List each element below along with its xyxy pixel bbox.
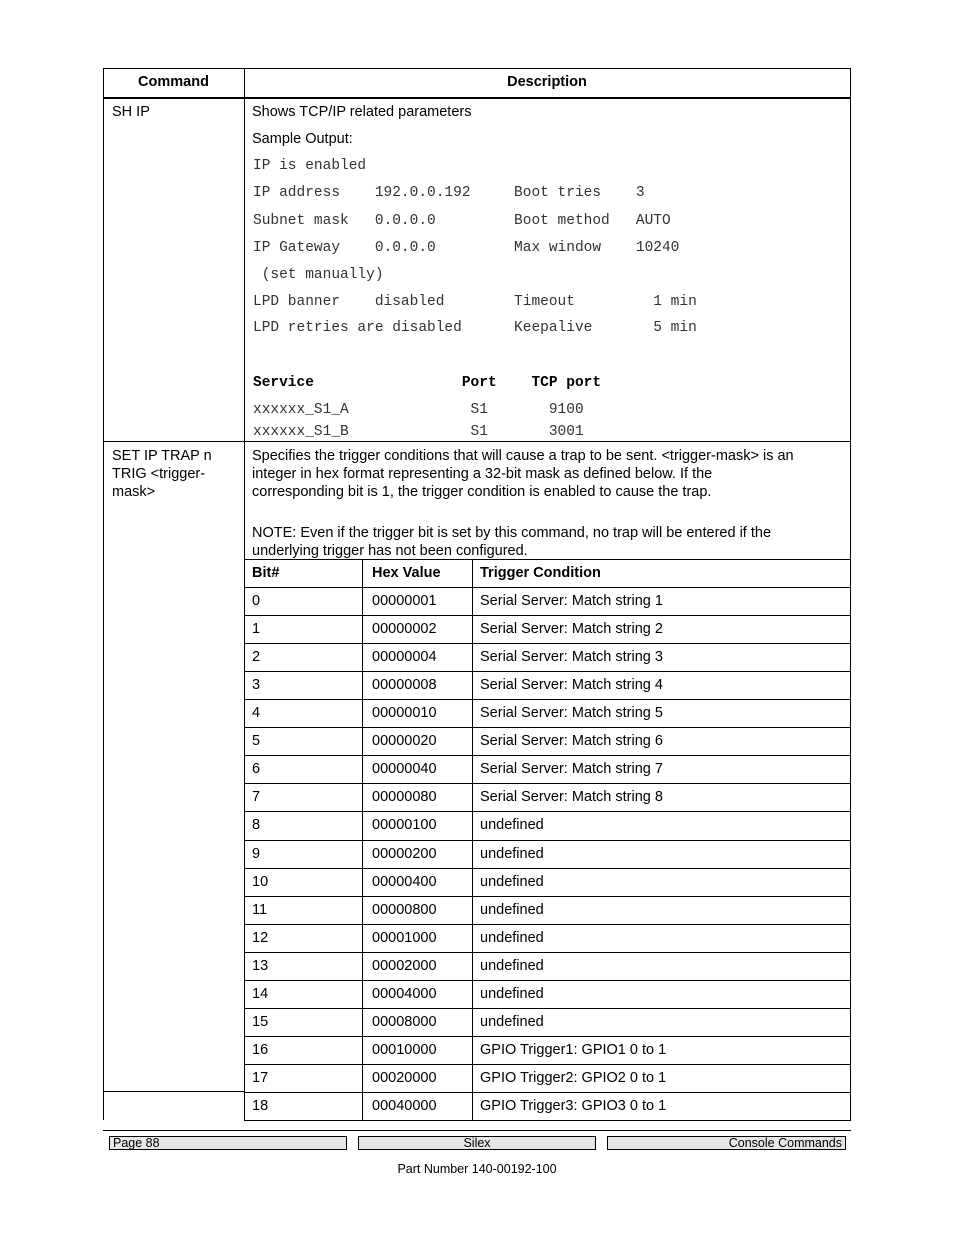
bit-cell: 14 [252,986,269,1002]
hex-value-cell: 00000400 [372,874,437,890]
trigger-condition-cell: Serial Server: Match string 7 [480,761,663,777]
sh-ip-command: SH IP [112,104,150,120]
hex-value-cell: 00001000 [372,930,437,946]
sample-line: LPD banner disabled Timeout 1 min [253,294,697,310]
bit-cell: 5 [252,733,261,749]
sample-line: IP is enabled [253,158,367,174]
bit-cell: 7 [252,789,261,805]
hex-value-cell: 00040000 [372,1098,437,1114]
trigger-condition-cell: undefined [480,930,544,946]
trigger-condition-cell: Serial Server: Match string 5 [480,705,663,721]
command-line: SET IP TRAP n [112,448,212,464]
hex-value-cell: 00000008 [372,677,437,693]
bit-cell: 10 [252,874,269,890]
footer-company: Silex [358,1136,596,1150]
trigger-condition-cell: undefined [480,902,544,918]
hex-value-cell: 00000040 [372,761,437,777]
bit-cell: 3 [252,677,261,693]
bit-cell: 13 [252,958,269,974]
description-line: corresponding bit is 1, the trigger condition is enabled to cause the trap. [252,484,712,500]
bit-cell: 1 [252,621,261,637]
command-line: mask> [112,484,156,500]
bit-cell: 6 [252,761,261,777]
trigger-condition-cell: undefined [480,846,544,862]
trigger-condition-cell: GPIO Trigger2: GPIO2 0 to 1 [480,1070,667,1086]
service-line: xxxxxx_S1_B S1 3001 [253,424,584,440]
trigger-condition-cell: GPIO Trigger1: GPIO1 0 to 1 [480,1042,667,1058]
hex-value-cell: 00004000 [372,986,437,1002]
bit-cell: 15 [252,1014,269,1030]
footer-part-number: Part Number 140-00192-100 [397,1162,557,1176]
bit-cell: 9 [252,846,261,862]
set-ip-trap-command [112,447,212,501]
hex-value-cell: 00000010 [372,705,437,721]
hex-value-cell: 00000020 [372,733,437,749]
hex-value-cell: 00002000 [372,958,437,974]
bit-cell: 12 [252,930,269,946]
hex-value-header: Hex Value [372,565,441,581]
sample-line: IP Gateway 0.0.0.0 Max window 10240 [253,240,680,256]
trigger-condition-cell: undefined [480,874,544,890]
sample-line: LPD retries are disabled Keepalive 5 min [253,320,697,336]
hex-value-cell: 00000001 [372,593,437,609]
service-line: xxxxxx_S1_A S1 9100 [253,402,584,418]
trigger-condition-cell: undefined [480,986,544,1002]
bit-cell: 4 [252,705,261,721]
hex-value-cell: 00000004 [372,649,437,665]
hex-value-cell: 00000080 [372,789,437,805]
trigger-condition-cell: undefined [480,1014,544,1030]
hex-value-cell: 00000800 [372,902,437,918]
trigger-condition-cell: undefined [480,958,544,974]
sh-ip-intro: Shows TCP/IP related parameters [252,104,472,120]
trigger-condition-cell: Serial Server: Match string 3 [480,649,663,665]
hex-value-cell: 00000200 [372,846,437,862]
bit-cell: 17 [252,1070,269,1086]
description-line: integer in hex format representing a 32-bit mask as defined below. If the [252,466,713,482]
service-table-header: Service Port TCP port [253,375,602,391]
note-line: underlying trigger has not been configured. [252,543,528,559]
footer-page-number: Page 88 [109,1136,347,1150]
bit-cell: 16 [252,1042,269,1058]
hex-value-cell: 00010000 [372,1042,437,1058]
bit-cell: 18 [252,1098,269,1114]
set-ip-trap-note [252,524,771,560]
trigger-condition-cell: GPIO Trigger3: GPIO3 0 to 1 [480,1098,667,1114]
trigger-condition-cell: undefined [480,817,544,833]
sample-line: (set manually) [253,267,384,283]
bit-cell: 8 [252,817,261,833]
bit-header: Bit# [252,565,280,581]
trigger-condition-cell: Serial Server: Match string 8 [480,789,663,805]
hex-value-cell: 00020000 [372,1070,437,1086]
hex-value-cell: 00008000 [372,1014,437,1030]
bit-cell: 0 [252,593,261,609]
set-ip-trap-description [252,447,794,501]
description-column-header: Description [507,74,587,90]
note-line: NOTE: Even if the trigger bit is set by this command, no trap will be entered if the [252,525,772,541]
sample-line: Subnet mask 0.0.0.0 Boot method AUTO [253,213,671,229]
sample-line: IP address 192.0.0.192 Boot tries 3 [253,185,645,201]
hex-value-cell: 00000002 [372,621,437,637]
description-line: Specifies the trigger conditions that will cause a trap to be sent. <trigger-mask> is an [252,448,794,464]
footer-section: Console Commands [607,1136,846,1150]
trigger-condition-cell: Serial Server: Match string 1 [480,593,663,609]
trigger-condition-cell: Serial Server: Match string 4 [480,677,663,693]
sample-output-label: Sample Output: [252,131,353,147]
hex-value-cell: 00000100 [372,817,437,833]
trigger-condition-cell: Serial Server: Match string 6 [480,733,663,749]
command-column-header: Command [138,74,209,90]
bit-cell: 2 [252,649,261,665]
trigger-condition-header: Trigger Condition [480,565,601,581]
bit-cell: 11 [252,902,268,918]
trigger-condition-cell: Serial Server: Match string 2 [480,621,663,637]
command-line: TRIG <trigger- [112,466,206,482]
